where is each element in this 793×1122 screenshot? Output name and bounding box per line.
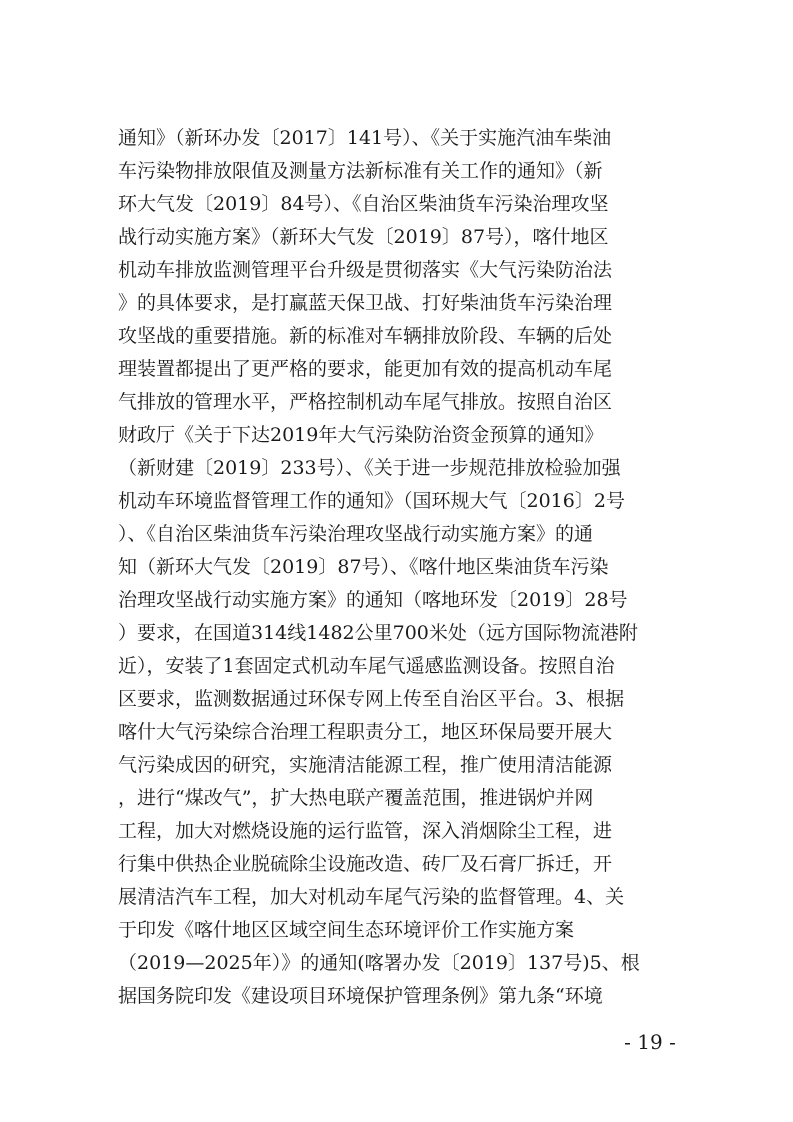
body-text	[118, 122, 698, 1013]
text-line: 区要求，监测数据通过环保专网上传至自治区平台。3、根据	[118, 688, 625, 710]
text-line: 车污染物排放限值及测量方法新标准有关工作的通知》（新	[118, 160, 603, 182]
text-line: 攻坚战的重要措施。新的标准对车辆排放阶段、车辆的后处	[118, 325, 613, 347]
text-line: ）要求，在国道314线1482公里700米处（远方国际物流港附	[118, 622, 638, 644]
text-line: 治理攻坚战行动实施方案》的通知（喀地环发〔2019〕28号	[118, 589, 628, 611]
text-line: 气排放的管理水平，严格控制机动车尾气排放。按照自治区	[118, 391, 613, 413]
text-line: 于印发《喀什地区区域空间生态环境评价工作实施方案	[118, 919, 575, 941]
text-line: 据国务院印发《建设项目环境保护管理条例》第九条“环境	[118, 985, 603, 1007]
text-line: 气污染成因的研究，实施清洁能源工程，推广使用清洁能源	[118, 754, 613, 776]
text-line: 理装置都提出了更严格的要求，能更加有效的提高机动车尾	[118, 358, 613, 380]
text-line: 展清洁汽车工程，加大对机动车尾气污染的监督管理。4、关	[118, 886, 625, 908]
text-line: 行集中供热企业脱硫除尘设施改造、砖厂及石膏厂拆迁，开	[118, 853, 613, 875]
text-line: （2019—2025年）》的通知(喀署办发〔2019〕137号)5、根	[118, 952, 640, 974]
text-line: 工程，加大对燃烧设施的运行监管，深入消烟除尘工程，进	[118, 820, 613, 842]
text-line: 》的具体要求，是打赢蓝天保卫战、打好柴油货车污染治理	[118, 292, 613, 314]
text-line: 财政厅《关于下达2019年大气污染防治资金预算的通知》	[118, 424, 604, 446]
page-number: - 19 -	[624, 1030, 676, 1054]
text-line: ，进行“煤改气”，扩大热电联产覆盖范围，推进锅炉并网	[118, 787, 594, 809]
text-line: 通知》（新环办发〔2017〕141号）、《关于实施汽油车柴油	[118, 127, 612, 149]
text-line: 环大气发〔2019〕84号）、《自治区柴油货车污染治理攻坚	[118, 193, 609, 215]
text-line: 机动车环境监督管理工作的通知》（国环规大气〔2016〕2号	[118, 490, 625, 512]
text-line: 战行动实施方案》（新环大气发〔2019〕87号），喀什地区	[118, 226, 609, 248]
text-line: ）、《自治区柴油货车污染治理攻坚战行动实施方案》的通	[118, 523, 594, 545]
text-line: 喀什大气污染综合治理工程职责分工，地区环保局要开展大	[118, 721, 613, 743]
text-line: 近），安装了1套固定式机动车尾气遥感监测设备。按照自治	[118, 655, 615, 677]
text-line: 知（新环大气发〔2019〕87号）、《喀什地区柴油货车污染	[118, 556, 609, 578]
text-line: （新财建〔2019〕233号）、《关于进一步规范排放检验加强	[118, 457, 621, 479]
text-line: 机动车排放监测管理平台升级是贯彻落实《大气污染防治法	[118, 259, 613, 281]
